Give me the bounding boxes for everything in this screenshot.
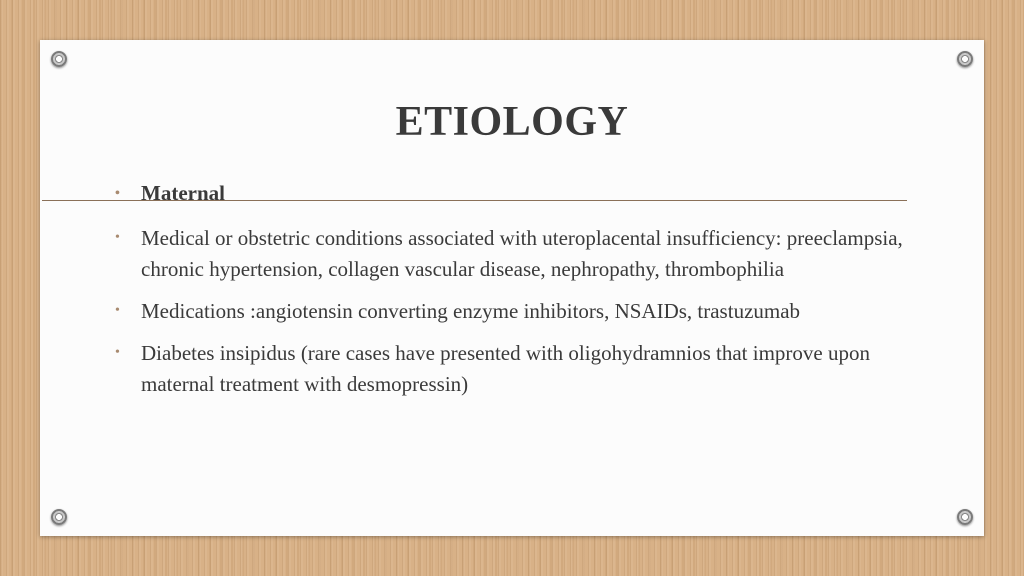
pin-icon (957, 509, 973, 525)
list-item (115, 296, 910, 327)
slide-content (115, 181, 910, 411)
list-item-text: Diabetes insipidus (rare cases have presented with oligohydramnios that improve upon maternal treatment with desmopressin) (141, 341, 870, 396)
pin-icon (51, 51, 67, 67)
subheading-text: Maternal (141, 181, 225, 205)
bullet-icon: • (115, 345, 120, 360)
subheading-item (115, 181, 910, 207)
list-item-text: Medical or obstetric conditions associated with uteroplacental insufficiency: preeclampsia, chronic hypertension, collagen vascular disease, nephropathy, thrombophilia (141, 226, 903, 281)
pin-icon (957, 51, 973, 67)
bullet-icon: • (115, 230, 120, 245)
list-item (115, 338, 910, 400)
list-item (115, 223, 910, 285)
slide-card (40, 40, 984, 536)
pin-icon (51, 509, 67, 525)
bullet-list (115, 223, 910, 400)
bullet-icon: • (115, 303, 120, 318)
bullet-icon: • (115, 186, 120, 201)
slide-title: ETIOLOGY (395, 99, 629, 145)
list-item-text: Medications :angiotensin converting enzyme inhibitors, NSAIDs, trastuzumab (141, 299, 801, 323)
